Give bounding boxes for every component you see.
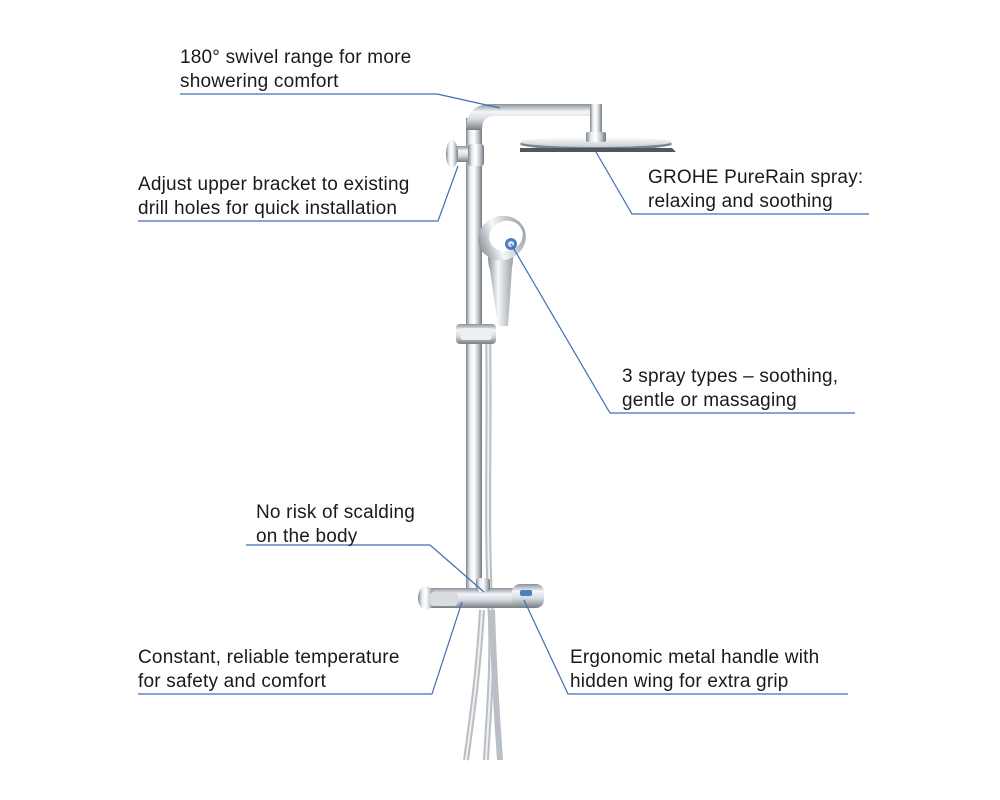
callout-line: 3 spray types – soothing, xyxy=(622,366,839,387)
slide-bracket xyxy=(456,324,496,344)
callout-line: showering comfort xyxy=(180,71,339,92)
callout-line: gentle or massaging xyxy=(622,390,797,411)
shower-arm xyxy=(466,104,596,130)
callout-line: Ergonomic metal handle with xyxy=(570,647,820,668)
rain-shower-head xyxy=(520,132,676,152)
callout-line: GROHE PureRain spray: xyxy=(648,167,864,188)
callout-swivel-range xyxy=(180,46,411,94)
callout-line: 180° swivel range for more xyxy=(180,47,412,68)
callout-line: hidden wing for extra grip xyxy=(570,671,789,692)
callout-line: drill holes for quick installation xyxy=(138,198,398,219)
callout-line: on the body xyxy=(256,526,358,547)
callout-purerain-spray xyxy=(648,166,863,214)
callout-spray-types xyxy=(622,365,838,413)
upper-bracket xyxy=(446,140,484,168)
riser-pipe xyxy=(466,118,482,596)
callout-upper-bracket xyxy=(138,173,410,221)
leader-scalding xyxy=(246,545,484,592)
callout-line: Adjust upper bracket to existing xyxy=(138,174,410,195)
callout-line: for safety and comfort xyxy=(138,671,327,692)
thermostat-mixer xyxy=(418,578,544,610)
leader-swivel xyxy=(180,94,500,108)
callout-line: Constant, reliable temperature xyxy=(138,647,400,668)
callout-line: relaxing and soothing xyxy=(648,191,833,212)
callout-line: No risk of scalding xyxy=(256,502,416,523)
callout-no-scalding xyxy=(256,501,415,549)
callout-ergonomic-handle xyxy=(570,646,819,694)
callout-constant-temperature xyxy=(138,646,400,694)
